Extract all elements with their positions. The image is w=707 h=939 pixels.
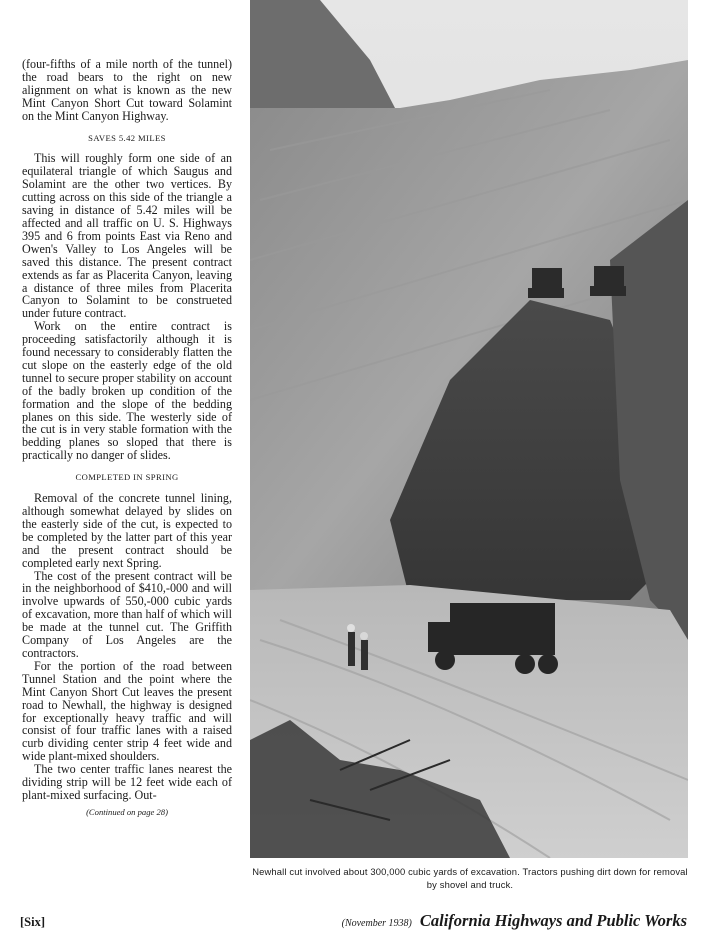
article-paragraph: Work on the entire contract is proceeding satisfactorily although it is found necessary to considerably flatten the cut slope on the easterly edge of the old tunnel to secure proper stability on account of the badly broken up condition of the formation and the slope of the bedding planes on this side. The westerly side of the cut is in very stable formation with the bedding planes so sloped that there is practically no danger of slides. xyxy=(22,319,232,463)
section-heading: SAVES 5.42 MILES xyxy=(88,132,166,143)
issue-date: (November 1938) xyxy=(341,918,412,929)
photo-caption: Newhall cut involved about 300,000 cubic yards of excavation. Tractors pushing dirt down for removal by shovel and truck. xyxy=(252,866,688,890)
article-column xyxy=(22,58,232,819)
photo-illustration xyxy=(250,0,688,858)
article-paragraph: Removal of the concrete tunnel lining, although somewhat delayed by slides on the easterly side of the cut, is expected to be completed by the latter part of this year and the present contract should be completed early next Spring. xyxy=(22,491,232,570)
article-paragraph: The cost of the present contract will be in the neighborhood of $410,-000 and will involve upwards of 550,-000 cubic yards of excavation, more than half of which will be made at the tunnel cut. The Griffith Company of Los Angeles are the contractors. xyxy=(22,568,232,660)
magazine-title: California Highways and Public Works xyxy=(419,911,687,930)
article-paragraph: The two center traffic lanes nearest the dividing strip will be 12 feet wide each of plant-mixed surfacing. Out- xyxy=(22,762,232,802)
excavation-photograph xyxy=(250,0,688,858)
page-number: [Six] xyxy=(20,915,45,929)
article-paragraph: For the portion of the road between Tunnel Station and the point where the Mint Canyon Short Cut leaves the present road to Newhall, the highway is designed for exceptionally heavy traffic and will consist of four traffic lanes with a raised curb dividing center strip 4 feet wide and wide plant-mixed shoulders. xyxy=(22,658,232,764)
running-footer xyxy=(342,911,687,931)
article-paragraph: This will roughly form one side of an equilateral triangle of which Saugus and Solamint are the other two vertices. By cutting across on this side of the triangle a saving in distance of 5.42 miles will be affected and all traffic on U. S. Highways 395 and 6 from points East via Reno and Owen's Valley to Los Angeles will be saved this distance. The present contract extends as far as Placerita Canyon, leaving a distance of three miles from Placerita Canyon to Solamint to be construeted under future contract. xyxy=(22,151,232,321)
section-heading: COMPLETED IN SPRING xyxy=(75,472,179,483)
continued-note: (Continued on page 28) xyxy=(86,806,168,817)
article-paragraph: (four-fifths of a mile north of the tunnel) the road bears to the right on new alignment on what is known as the new Mint Canyon Short Cut toward Solamint on the Mint Canyon Highway. xyxy=(22,57,232,123)
